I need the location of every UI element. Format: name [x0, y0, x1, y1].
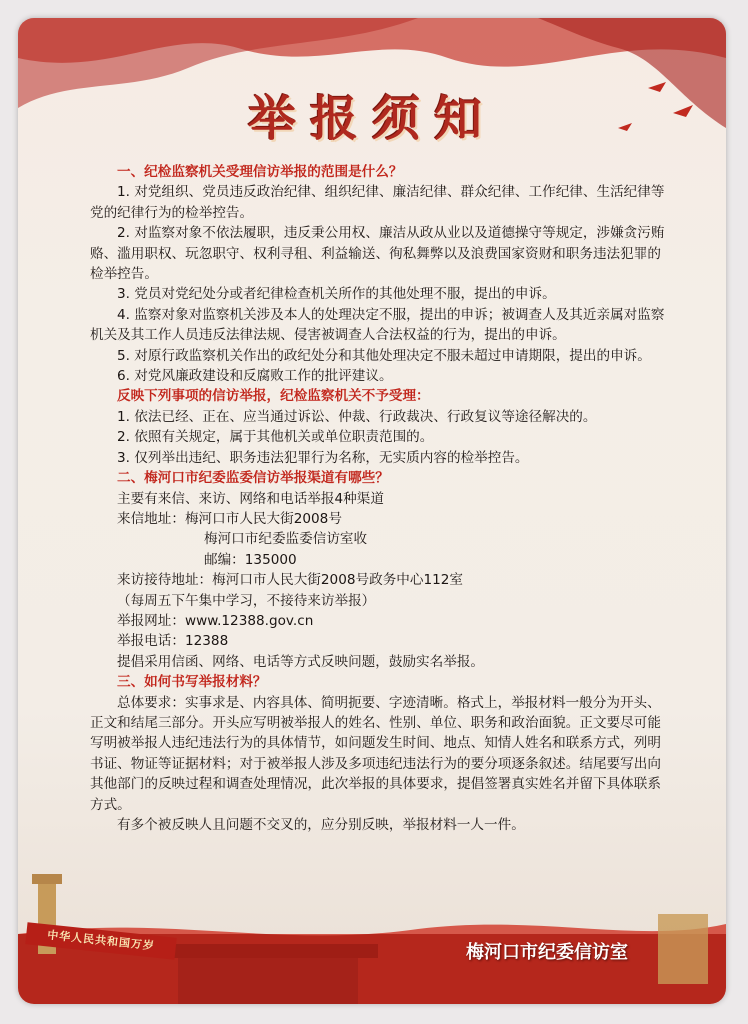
- page-title: 举报须知: [247, 91, 496, 147]
- section1-item: 1. 对党组织、党员违反政治纪律、组织纪律、廉洁纪律、群众纪律、工作纪律、生活纪律等党的纪律行为的检举控告。: [90, 184, 665, 221]
- channels-intro: 主要有来信、来访、网络和电话举报4种渠道: [117, 490, 384, 507]
- exclusion-item: 2. 依照有关规定，属于其他机关或单位职责范围的。: [117, 429, 434, 446]
- encourage-text: 提倡采用信函、网络、电话等方式反映问题，鼓励实名举报。: [117, 653, 485, 670]
- section1-item: 3. 党员对党纪处分或者纪律检查机关所作的其他处理不服，提出的申诉。: [117, 286, 556, 303]
- section3-heading: 三、如何书写举报材料？: [117, 674, 267, 691]
- section1-item: 4. 监察对象对监察机关涉及本人的处理决定不服，提出的申诉；被调查人及其近亲属对监察机关及其工作人员违反法律法规、侵害被调查人合法权益的行为，提出的申诉。: [90, 306, 665, 344]
- report-phone: 举报电话：12388: [117, 633, 229, 650]
- mail-address: 来信地址：梅河口市人民大街2008号: [117, 510, 342, 527]
- notice-content: [90, 162, 670, 835]
- section1-item: 6. 对党风廉政建设和反腐败工作的批评建议。: [117, 368, 393, 385]
- section1-heading: 一、纪检监察机关受理信访举报的范围是什么？: [117, 164, 403, 180]
- footer-organization: 梅河口市纪委信访室: [466, 942, 628, 963]
- report-website: 举报网址：www.12388.gov.cn: [117, 612, 314, 629]
- section2-heading: 二、梅河口市纪委监委信访举报渠道有哪些？: [117, 470, 389, 487]
- mail-zip: 邮编：135000: [204, 551, 297, 568]
- writing-requirements: 总体要求：实事求是、内容具体、简明扼要、字迹清晰。格式上，举报材料一般分为开头、正文和结尾三部分。开头应写明被举报人的姓名、性别、单位、职务和政治面貌。正文要尽可能写明被举报人违纪违法行为的具体情节，如问题发生时间、地点、知情人姓名和联系方式，列明书证、物证等证据材料；对于被举报人涉及多项违纪违法行为的要分项逐条叙述。结尾要写出向其他部门的反映过程和调查处理情况，此次举报的具体要求，提倡签署真实姓名并留下具体联系方式。: [90, 694, 661, 813]
- mail-recipient: 梅河口市纪委监委信访室收: [204, 531, 368, 548]
- section1-item: 2. 对监察对象不依法履职，违反秉公用权、廉洁从政从业以及道德操守等规定，涉嫌贪污贿赂、滥用职权、玩忽职守、权利寻租、利益输送、徇私舞弊以及浪费国家资财和职务违法犯罪的检举控告。: [90, 225, 665, 283]
- exclusion-item: 3. 仅列举出违纪、职务违法犯罪行为名称，无实质内容的检举控告。: [117, 449, 529, 466]
- notice-poster: [18, 18, 726, 1004]
- exclusion-item: 1. 依法已经、正在、应当通过诉讼、仲裁、行政裁决、行政复议等途径解决的。: [117, 408, 597, 425]
- section1-item: 5. 对原行政监察机关作出的政纪处分和其他处理决定不服未超过申请期限，提出的申诉。: [117, 347, 651, 364]
- visit-note: （每周五下午集中学习，不接待来访举报）: [117, 592, 376, 609]
- gate-banner: 中华人民共和国万岁: [25, 922, 176, 960]
- writing-note: 有多个被反映人且问题不交叉的，应分别反映，举报材料一人一件。: [117, 817, 525, 833]
- visit-address: 来访接待地址：梅河口市人民大街2008号政务中心112室: [117, 572, 464, 589]
- exclusion-heading: 反映下列事项的信访举报，纪检监察机关不予受理：: [117, 388, 430, 405]
